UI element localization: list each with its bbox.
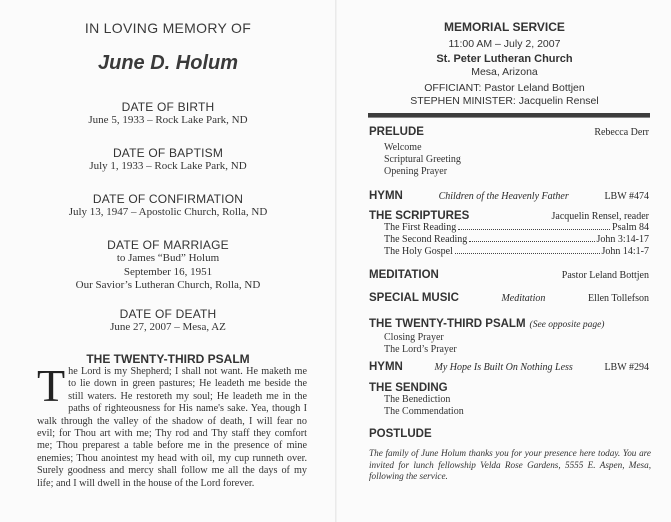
- prelude-performer: Rebecca Derr: [594, 127, 649, 138]
- stephen-minister: STEPHEN MINISTER: Jacquelin Rensel: [410, 95, 599, 107]
- hymn-section-2: [369, 361, 649, 373]
- confirmation-text: July 13, 1947 – Apostolic Church, Rolla, ND: [68, 206, 268, 218]
- prelude-label: PRELUDE: [369, 126, 424, 138]
- hymn-label: HYMN: [369, 361, 403, 373]
- confirmation-block: [0, 192, 336, 220]
- psalm-text-block: [37, 360, 307, 490]
- postlude-section: [369, 428, 649, 440]
- marriage-line2: September 16, 1951: [123, 265, 213, 278]
- sending-label: THE SENDING: [369, 382, 448, 394]
- meditation-speaker: Pastor Leland Bottjen: [561, 270, 649, 281]
- death-block: [0, 307, 336, 335]
- marriage-block: [0, 238, 336, 293]
- marriage-label: DATE OF MARRIAGE: [107, 238, 229, 252]
- meditation-section: [369, 269, 649, 281]
- hymn-ref: LBW #294: [604, 362, 649, 373]
- hymn-section-1: [369, 190, 649, 202]
- hymn-title: Children of the Heavenly Father: [438, 191, 569, 202]
- special-music-label: SPECIAL MUSIC: [369, 292, 459, 304]
- service-title: MEMORIAL SERVICE: [444, 20, 565, 34]
- fold-divider: [335, 0, 337, 522]
- prelude-item: Scriptural Greeting: [384, 154, 461, 166]
- marriage-line1: to James “Bud” Holum: [116, 252, 220, 264]
- death-text: June 27, 2007 – Mesa, AZ: [110, 321, 226, 333]
- psalm23-item: The Lord’s Prayer: [384, 344, 457, 356]
- scriptures-label: THE SCRIPTURES: [369, 210, 470, 222]
- right-panel: [338, 0, 671, 522]
- psalm-title: THE TWENTY-THIRD PSALM: [86, 352, 250, 366]
- scriptures-reader: Jacquelin Rensel, reader: [551, 211, 649, 222]
- church-name: St. Peter Lutheran Church: [436, 53, 573, 65]
- psalm-text: he Lord is my Shepherd; I shall not want. He maketh me to lie down in green pastures; He leadeth me beside the still waters. He restoreth my soul; He leadeth me in the paths of righteousness for His name's sake. Yea, though I walk through the valley of the shadow of death, I will fear no evil; for Thou art with me; Thy rod and Thy staff they comfort me; Thou preparest a table before me in the presence of mine enemies; Thou anointest my head with oil, my cup runneth over. Surely goodness and mercy shall follow me all the days of my life; and I will dwell in the house of the Lord forever.: [37, 366, 307, 489]
- hymn-label: HYMN: [369, 190, 403, 202]
- prelude-item: Welcome: [384, 142, 422, 153]
- reading-ref: John 3:14-17: [596, 234, 649, 246]
- reading-name: The Second Reading: [384, 234, 468, 246]
- baptism-label: DATE OF BAPTISM: [112, 146, 224, 160]
- sending-item: The Benediction: [384, 394, 451, 405]
- birth-block: [0, 100, 336, 128]
- psalm23-note: (See opposite page): [529, 320, 605, 330]
- church-city: Mesa, Arizona: [471, 66, 538, 78]
- psalm23-section: [369, 314, 649, 356]
- death-label: DATE OF DEATH: [119, 307, 217, 321]
- scriptures-section: [369, 210, 649, 259]
- reading-row: [369, 234, 649, 246]
- psalm23-label: THE TWENTY-THIRD PSALM: [369, 318, 526, 330]
- sending-item: The Commendation: [384, 406, 464, 418]
- special-music-title: Meditation: [501, 293, 546, 304]
- reading-name: The Holy Gospel: [384, 246, 453, 258]
- sending-section: [369, 382, 649, 418]
- special-music-section: [369, 292, 649, 304]
- deceased-name: June D. Holum: [97, 52, 238, 74]
- reading-name: The First Reading: [384, 222, 457, 233]
- postlude-label: POSTLUDE: [369, 428, 432, 440]
- psalm-dropcap: T: [37, 360, 66, 411]
- confirmation-label: DATE OF CONFIRMATION: [92, 192, 244, 206]
- closing-note: The family of June Holum thanks you for your presence here today. You are invited for lunch fellowship Velda Rose Gardens, 5555 E. Aspen, Mesa, following the service.: [369, 448, 651, 482]
- section-rule: [368, 113, 650, 118]
- psalm23-item: Closing Prayer: [384, 332, 444, 343]
- meditation-label: MEDITATION: [369, 269, 439, 281]
- birth-label: DATE OF BIRTH: [121, 100, 215, 114]
- baptism-block: [0, 146, 336, 174]
- officiant: OFFICIANT: Pastor Leland Bottjen: [424, 82, 585, 94]
- special-music-performer: Ellen Tollefson: [587, 293, 649, 304]
- reading-row: [369, 222, 649, 234]
- reading-ref: John 14:1-7: [601, 246, 649, 258]
- birth-text: June 5, 1933 – Rock Lake Park, ND: [88, 114, 248, 126]
- prelude-section: [369, 126, 649, 179]
- marriage-line3: Our Savior’s Lutheran Church, Rolla, ND: [75, 279, 261, 291]
- reading-ref: Psalm 84: [612, 222, 649, 233]
- prelude-item: Opening Prayer: [384, 166, 448, 178]
- memory-heading: IN LOVING MEMORY OF: [84, 20, 252, 36]
- hymn-title: My Hope Is Built On Nothing Less: [434, 362, 573, 373]
- hymn-ref: LBW #474: [604, 191, 649, 202]
- reading-row: [369, 246, 649, 258]
- service-time: 11:00 AM – July 2, 2007: [448, 38, 561, 50]
- baptism-text: July 1, 1933 – Rock Lake Park, ND: [89, 160, 247, 172]
